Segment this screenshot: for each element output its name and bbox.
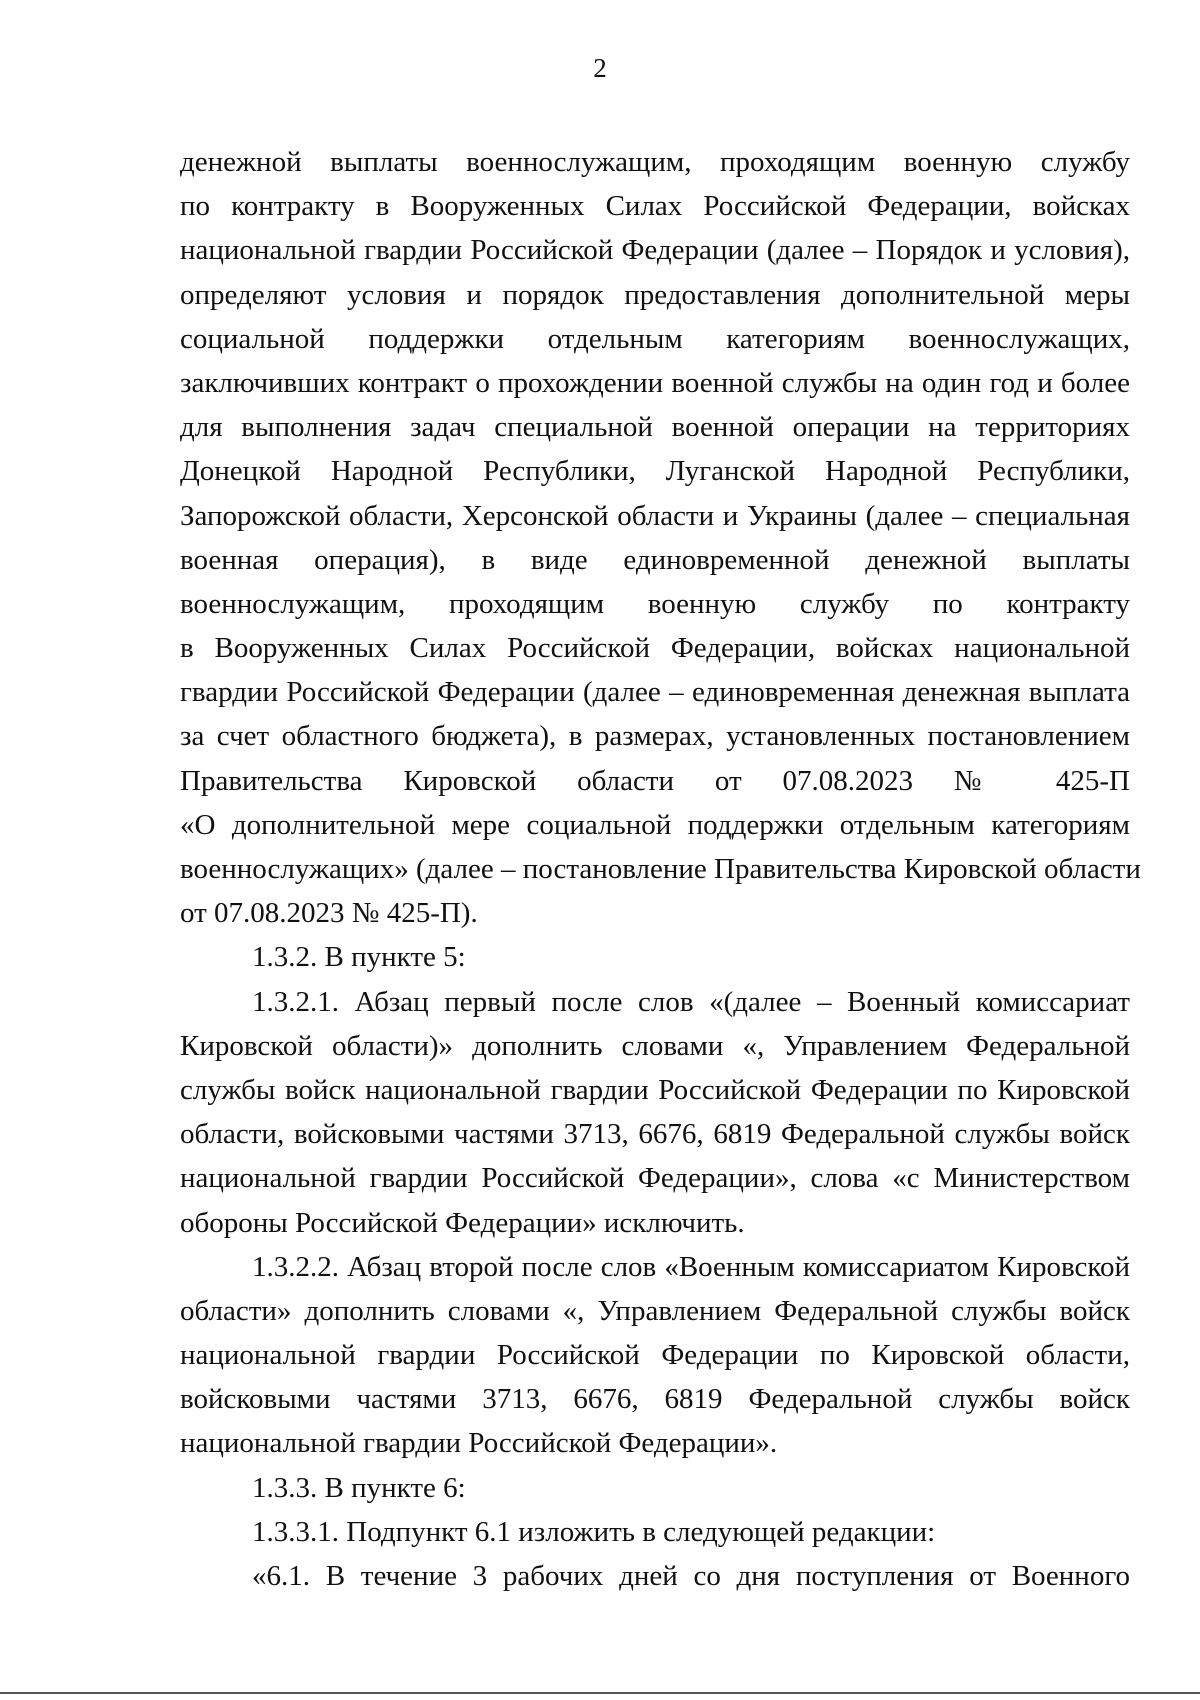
text-line: 1.3.2.1. Абзац первый после слов «(далее – Военный комиссариат — [252, 985, 1130, 1018]
text-line: военная операция), в виде единовременной денежной выплаты — [180, 543, 1130, 576]
scan-edge-line — [0, 1692, 1200, 1694]
page-number: 2 — [593, 53, 607, 83]
text-line: 1.3.3.1. Подпункт 6.1 изложить в следующей редакции: — [252, 1515, 936, 1548]
document-body — [180, 140, 1141, 1598]
text-line: Правительства Кировской области от 07.08.2023 № 425-П — [180, 764, 1130, 797]
text-line: Запорожской области, Херсонской области и Украины (далее – специальная — [180, 499, 1130, 532]
text-line: национальной гвардии Российской Федерации». — [180, 1427, 778, 1460]
text-line: Кировской области)» дополнить словами «, Управлением Федеральной — [180, 1029, 1130, 1062]
text-line: 1.3.3. В пункте 6: — [252, 1471, 466, 1504]
text-line: гвардии Российской Федерации (далее – единовременная денежная выплата — [180, 676, 1130, 709]
text-line: определяют условия и порядок предоставления дополнительной меры — [180, 278, 1130, 311]
text-line: социальной поддержки отдельным категориям военнослужащих, — [180, 322, 1130, 355]
text-line: национальной гвардии Российской Федерации по Кировской области, — [180, 1339, 1130, 1372]
text-line: заключивших контракт о прохождении военной службы на один год и более — [180, 366, 1130, 399]
text-line: области» дополнить словами «, Управлением Федеральной службы войск — [180, 1294, 1130, 1327]
text-line: войсковыми частями 3713, 6676, 6819 Федеральной службы войск — [180, 1383, 1130, 1416]
text-line: за счет областного бюджета), в размерах, установленных постановлением — [180, 720, 1130, 753]
text-line: денежной выплаты военнослужащим, проходящим военную службу — [180, 146, 1130, 178]
text-line: по контракту в Вооруженных Силах Российской Федерации, войсках — [180, 190, 1130, 223]
text-line: национальной гвардии Российской Федерации», слова «с Министерством — [180, 1162, 1130, 1195]
text-line: 1.3.2. В пункте 5: — [252, 941, 466, 974]
text-line: 1.3.2.2. Абзац второй после слов «Военным комиссариатом Кировской — [252, 1250, 1130, 1283]
text-line: «О дополнительной мере социальной поддержки отдельным категориям — [180, 808, 1130, 841]
text-line: военнослужащим, проходящим военную службу по контракту — [180, 587, 1130, 620]
text-line: национальной гвардии Российской Федерации (далее – Порядок и условия), — [180, 234, 1130, 267]
text-line: Донецкой Народной Республики, Луганской Народной Республики, — [180, 455, 1130, 488]
text-line: от 07.08.2023 № 425-П). — [180, 897, 478, 930]
text-line: области, войсковыми частями 3713, 6676, 6819 Федеральной службы войск — [180, 1118, 1130, 1151]
text-line: для выполнения задач специальной военной операции на территориях — [180, 411, 1130, 444]
text-line: в Вооруженных Силах Российской Федерации, войсках национальной — [180, 632, 1130, 665]
text-line: «6.1. В течение 3 рабочих дней со дня поступления от Военного — [252, 1560, 1130, 1592]
text-line: службы войск национальной гвардии Российской Федерации по Кировской — [180, 1073, 1130, 1106]
text-line: военнослужащих» (далее – постановление Правительства Кировской области — [180, 853, 1141, 885]
text-line: обороны Российской Федерации» исключить. — [180, 1206, 745, 1239]
